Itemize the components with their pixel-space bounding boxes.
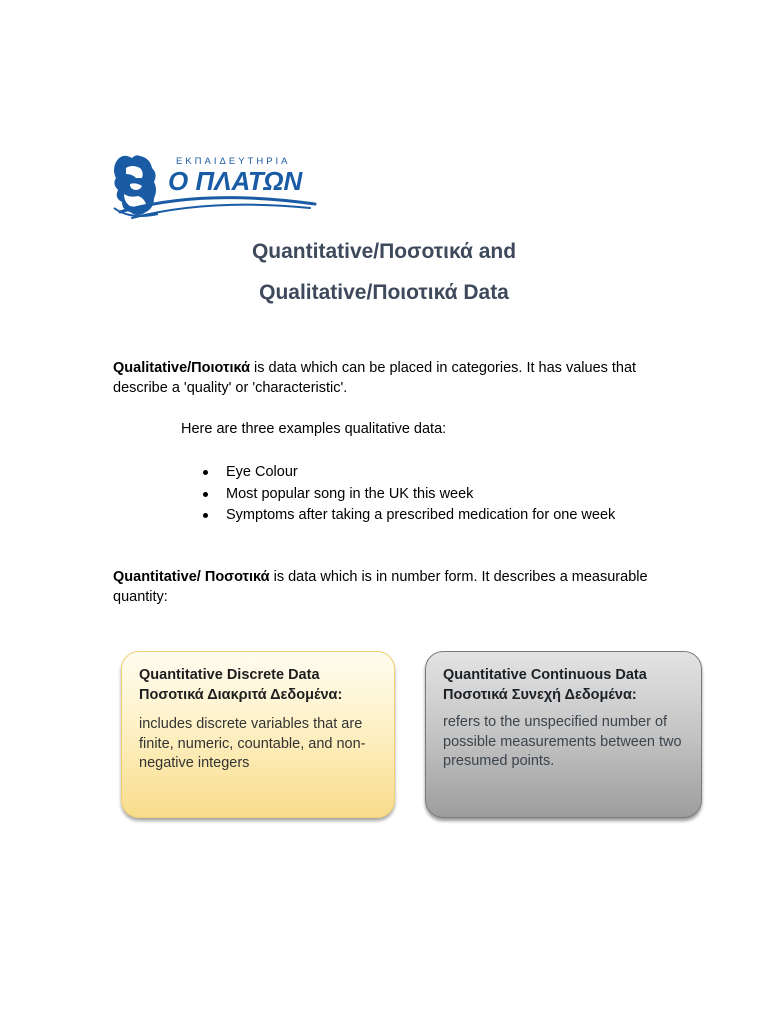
logo-name-text: Ο ΠΛΑΤΩΝ <box>168 166 303 196</box>
qualitative-term: Qualitative/Ποιοτικά <box>113 360 250 376</box>
quantitative-term: Quantitative/ Ποσοτικά <box>113 569 270 585</box>
card-body: refers to the unspecified number of possible measurements between two presumed points. <box>443 714 682 769</box>
list-item-text: Most popular song in the UK this week <box>226 485 474 502</box>
quantitative-definition <box>113 567 653 607</box>
continuous-data-card <box>425 651 702 818</box>
page-title-line-2: Qualitative/Ποιοτικά Data <box>259 281 509 304</box>
page-title-line-1: Quantitative/Ποσοτικά and <box>251 240 517 263</box>
card-heading <box>139 666 378 705</box>
list-item-text: Symptoms after taking a prescribed medication for one week <box>226 507 616 523</box>
discrete-data-card <box>121 651 395 818</box>
bullet-icon <box>203 470 208 475</box>
bullet-icon <box>203 513 208 518</box>
card-heading <box>443 666 685 705</box>
list-item-text: Eye Colour <box>226 464 298 480</box>
examples-list <box>200 462 615 527</box>
list-item <box>200 484 615 506</box>
card-heading-english: Quantitative Continuous Data <box>443 667 647 683</box>
logo-top-text: ΕΚΠΑΙΔΕΥΤΗΡΙΑ <box>176 156 291 167</box>
bullet-icon <box>203 492 208 497</box>
card-heading-greek: Ποσοτικά Συνεχή Δεδομένα: <box>443 686 637 703</box>
card-heading-greek: Ποσοτικά Διακριτά Δεδομένα: <box>139 686 343 703</box>
school-logo <box>110 148 325 226</box>
qualitative-definition-text: is data which can be placed in categories. It has values that describe a 'quality' or 'characteristic'. <box>113 360 637 396</box>
card-body: includes discrete variables that are finite, numeric, countable, and non-negative integers <box>139 716 366 771</box>
examples-intro: Here are three examples qualitative data: <box>181 421 447 437</box>
card-heading-english: Quantitative Discrete Data <box>139 667 320 683</box>
qualitative-definition <box>113 358 653 398</box>
quantitative-definition-text: is data which is in number form. It describes a measurable quantity: <box>113 569 648 605</box>
list-item <box>200 462 615 484</box>
list-item <box>200 505 615 527</box>
